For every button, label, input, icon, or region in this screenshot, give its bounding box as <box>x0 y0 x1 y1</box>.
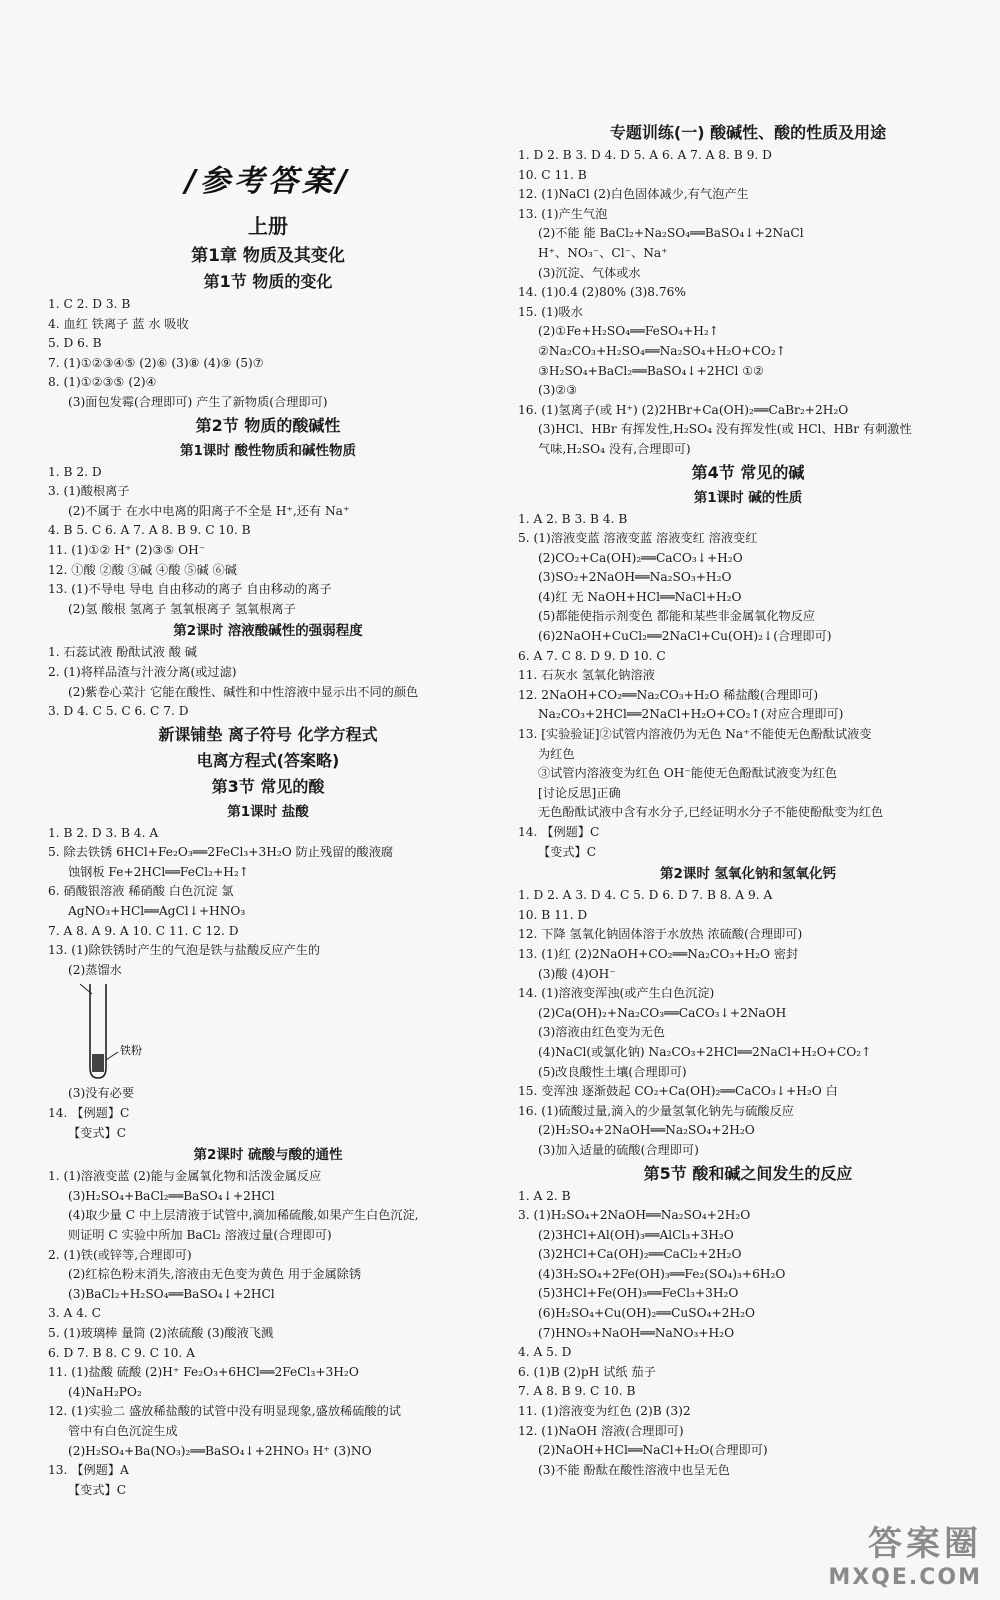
answer-line: 1. A 2. B <box>518 1188 571 1203</box>
answer-line: H⁺、NO₃⁻、Cl⁻、Na⁺ <box>538 245 668 260</box>
section-heading: 第1章 物质及其变化 <box>191 246 345 266</box>
answer-line: (6)H₂SO₄+Cu(OH)₂══CuSO₄+2H₂O <box>538 1306 755 1321</box>
answer-line: (5)3HCl+Fe(OH)₃══FeCl₃+3H₂O <box>538 1286 739 1301</box>
answer-line: 7. A 8. A 9. A 10. C 11. C 12. D <box>48 923 239 938</box>
answer-line: (2)不属于 在水中电离的阳离子不全是 H⁺,还有 Na⁺ <box>68 503 350 518</box>
section-heading: 第2课时 溶液酸碱性的强弱程度 <box>173 623 363 640</box>
section-heading: 专题训练(一) 酸碱性、酸的性质及用途 <box>609 123 887 142</box>
answer-line: (2)紫卷心菜汁 它能在酸性、碱性和中性溶液中显示出不同的颜色 <box>68 684 419 699</box>
answer-line: Na₂CO₃+2HCl══2NaCl+H₂O+CO₂↑(对应合理即可) <box>538 707 844 722</box>
answer-line: 1. B 2. D <box>48 464 102 479</box>
answer-line: 2. (1)铁(或锌等,合理即可) <box>48 1247 192 1262</box>
answer-line: 16. (1)硫酸过量,滴入的少量氢氧化钠先与硫酸反应 <box>518 1103 794 1118</box>
answer-line: 1. D 2. B 3. D 4. D 5. A 6. A 7. A 8. B 9. D <box>518 148 772 162</box>
answer-line: 14. (1)0.4 (2)80% (3)8.76% <box>518 285 686 300</box>
answer-line: 为红色 <box>538 746 575 761</box>
answer-line: 6. A 7. C 8. D 9. D 10. C <box>518 648 666 663</box>
answer-line: 13. (1)产生气泡 <box>518 206 608 221</box>
answer-line: 7. (1)①②③④⑤ (2)⑥ (3)⑧ (4)⑨ (5)⑦ <box>48 355 264 370</box>
answer-line: 14. 【例题】C <box>48 1106 130 1121</box>
answer-line: 11. (1)①② H⁺ (2)③⑤ OH⁻ <box>48 542 206 557</box>
answer-line: 6. 硝酸银溶液 稀硝酸 白色沉淀 氯 <box>48 884 234 899</box>
answer-line: (2)不能 能 BaCl₂+Na₂SO₄══BaSO₄↓+2NaCl <box>538 226 804 241</box>
answer-line: (4)NaH₂PO₂ <box>68 1384 142 1399</box>
answer-line: 10. B 11. D <box>518 907 588 922</box>
answer-line: ②Na₂CO₃+H₂SO₄══Na₂SO₄+H₂O+CO₂↑ <box>538 343 786 358</box>
answer-line: 1. 石蕊试液 酚酞试液 酸 碱 <box>48 645 197 660</box>
answer-line: 15. (1)吸水 <box>518 304 583 319</box>
answer-line: 10. C 11. B <box>518 167 587 182</box>
answer-line: 3. A 4. C <box>48 1306 102 1321</box>
answer-line: (2)3HCl+Al(OH)₃══AlCl₃+3H₂O <box>538 1227 734 1242</box>
answer-line: 管中有白色沉淀生成 <box>68 1423 178 1438</box>
answer-line: (3)②③ <box>538 383 578 398</box>
figure-label: 铁粉 <box>120 1044 142 1058</box>
watermark-logo: 答案圈 <box>868 1524 982 1564</box>
answer-line: 2. (1)将样品渣与汁液分离(或过滤) <box>48 664 237 679</box>
answer-line: 3. (1)H₂SO₄+2NaOH══Na₂SO₄+2H₂O <box>518 1208 751 1223</box>
answer-line: 4. B 5. C 6. A 7. A 8. B 9. C 10. B <box>48 523 251 538</box>
answer-line: 5. (1)玻璃棒 量筒 (2)浓硫酸 (3)酸液飞溅 <box>48 1325 274 1340</box>
answer-line: 16. (1)氢离子(或 H⁺) (2)2HBr+Ca(OH)₂══CaBr₂+2H₂O <box>518 402 849 417</box>
answer-line: 12. (1)NaCl (2)白色固体减少,有气泡产生 <box>518 187 749 202</box>
answer-line: 蚀钢板 Fe+2HCl══FeCl₂+H₂↑ <box>68 864 249 879</box>
answer-line: 8. (1)①②③⑤ (2)④ <box>48 375 157 390</box>
answer-line: (2)CO₂+Ca(OH)₂══CaCO₃↓+H₂O <box>538 550 743 565</box>
left-column <box>48 120 488 1500</box>
answer-line: 5. D 6. B <box>48 336 102 351</box>
answer-line: 1. D 2. A 3. D 4. C 5. D 6. D 7. B 8. A 9. A <box>518 888 773 903</box>
section-heading: 第4节 常见的碱 <box>691 462 805 482</box>
answer-line: 1. B 2. D 3. B 4. A <box>48 825 159 840</box>
test-tube-figure <box>48 980 488 1084</box>
answer-line: (2)①Fe+H₂SO₄══FeSO₄+H₂↑ <box>538 324 719 339</box>
watermark <box>828 1516 982 1590</box>
section-heading: 第1课时 酸性物质和碱性物质 <box>179 442 357 459</box>
page-title: /参考答案/ <box>185 164 351 199</box>
section-heading: 第3节 常见的酸 <box>211 776 325 796</box>
answer-line: (4)NaCl(或氯化钠) Na₂CO₃+2HCl══2NaCl+H₂O+CO₂↑ <box>538 1044 872 1059</box>
answer-line: (3)酸 (4)OH⁻ <box>538 966 616 981</box>
section-heading: 第5节 酸和碱之间发生的反应 <box>643 1163 853 1183</box>
answer-line: (4)红 无 NaOH+HCl══NaCl+H₂O <box>538 589 742 604</box>
answer-line: 6. D 7. B 8. C 9. C 10. A <box>48 1345 195 1360</box>
section-heading: 新课铺垫 离子符号 化学方程式 <box>158 724 378 744</box>
right-column <box>518 120 978 1480</box>
answer-line: 【变式】C <box>68 1482 127 1497</box>
answer-line: 13. (1)除铁锈时产生的气泡是铁与盐酸反应产生的 <box>48 943 321 958</box>
answer-line: (6)2NaOH+CuCl₂══2NaCl+Cu(OH)₂↓(合理即可) <box>538 629 832 644</box>
answer-line: 1. A 2. B 3. B 4. B <box>518 511 628 526</box>
answer-line: 13. (1)不导电 导电 自由移动的离子 自由移动的离子 <box>48 582 332 597</box>
section-heading: 第1课时 碱的性质 <box>693 489 803 506</box>
answer-line: (7)HNO₃+NaOH══NaNO₃+H₂O <box>538 1325 735 1340</box>
answer-line: 12. (1)实验二 盛放稀盐酸的试管中没有明显现象,盛放稀硫酸的试 <box>48 1404 401 1419</box>
answer-line: (3)溶液由红色变为无色 <box>538 1025 665 1040</box>
answer-line: (3)HCl、HBr 有挥发性,H₂SO₄ 没有挥发性(或 HCl、HBr 有刺激性 <box>538 422 912 437</box>
answer-line: 1. (1)溶液变蓝 (2)能与金属氧化物和活泼金属反应 <box>48 1169 322 1184</box>
answer-line: (3)加入适量的硫酸(合理即可) <box>538 1142 699 1157</box>
answer-line: (3)面包发霉(合理即可) 产生了新物质(合理即可) <box>68 394 328 409</box>
section-heading: 第1节 物质的变化 <box>203 272 333 291</box>
section-heading: 第2节 物质的酸碱性 <box>195 415 341 435</box>
answer-line: 5. 除去铁锈 6HCl+Fe₂O₃══2FeCl₃+3H₂O 防止残留的酸液腐 <box>48 845 394 860</box>
answer-line: [讨论反思]正确 <box>538 785 621 800</box>
answer-line: 【变式】C <box>68 1125 127 1140</box>
answer-line: 11. (1)溶液变为红色 (2)B (3)2 <box>518 1404 691 1419</box>
answer-line: (3)没有必要 <box>68 1086 135 1101</box>
answer-line: 12. ①酸 ②酸 ③碱 ④酸 ⑤碱 ⑥碱 <box>48 562 237 577</box>
answer-line: 无色酚酞试液中含有水分子,已经证明水分子不能使酚酞变为红色 <box>538 805 884 820</box>
answer-line: 13. (1)红 (2)2NaOH+CO₂══Na₂CO₃+H₂O 密封 <box>518 946 799 961</box>
answer-line: 12. (1)NaOH 溶液(合理即可) <box>518 1423 684 1438</box>
volume-heading: 上册 <box>248 214 288 238</box>
answer-line: 6. (1)B (2)pH 试纸 茄子 <box>518 1364 656 1379</box>
answer-line: 3. (1)酸根离子 <box>48 484 130 499</box>
answer-line: (3)沉淀、气体或水 <box>538 265 641 280</box>
answer-line: (3)BaCl₂+H₂SO₄══BaSO₄↓+2HCl <box>68 1286 275 1301</box>
section-heading: 第2课时 氢氧化钠和氢氧化钙 <box>659 866 837 883</box>
answer-line: 4. 血红 铁离子 蓝 水 吸收 <box>48 316 189 331</box>
answer-line: 12. 下降 氢氧化钠固体溶于水放热 浓硫酸(合理即可) <box>518 927 803 942</box>
section-heading: 电离方程式(答案略) <box>196 750 340 770</box>
answer-line: 7. A 8. B 9. C 10. B <box>518 1384 636 1399</box>
answer-line: AgNO₃+HCl══AgCl↓+HNO₃ <box>68 904 246 919</box>
answer-line: 14. (1)溶液变浑浊(或产生白色沉淀) <box>518 986 715 1001</box>
answer-line: 14. 【例题】C <box>518 825 600 839</box>
answer-line: 1. C 2. D 3. B <box>48 297 131 311</box>
answer-line: (5)改良酸性土壤(合理即可) <box>538 1064 687 1079</box>
answer-line: 【变式】C <box>538 844 597 859</box>
answer-line: 13. [实验验证]②试管内溶液仍为无色 Na⁺不能使无色酚酞试液变 <box>518 727 872 742</box>
answer-line: (3)H₂SO₄+BaCl₂══BaSO₄↓+2HCl <box>68 1188 275 1203</box>
answer-line: (3)不能 酚酞在酸性溶液中也呈无色 <box>538 1462 730 1477</box>
answer-line: (3)SO₂+2NaOH══Na₂SO₃+H₂O <box>538 570 732 585</box>
answer-line: (2)氢 酸根 氢离子 氢氧根离子 氢氧根离子 <box>68 601 296 616</box>
answer-line: (4)3H₂SO₄+2Fe(OH)₃══Fe₂(SO₄)₃+6H₂O <box>538 1266 786 1281</box>
answer-line: ③H₂SO₄+BaCl₂══BaSO₄↓+2HCl ①② <box>538 363 765 378</box>
answer-line: (2)Ca(OH)₂+Na₂CO₃══CaCO₃↓+2NaOH <box>538 1005 787 1020</box>
answer-line: 11. 石灰水 氢氧化钠溶液 <box>518 668 655 683</box>
answer-line: (4)取少量 C 中上层清液于试管中,滴加稀硫酸,如果产生白色沉淀, <box>68 1208 419 1223</box>
answer-line: ③试管内溶液变为红色 OH⁻能使无色酚酞试液变为红色 <box>538 766 838 781</box>
answer-line: (2)红棕色粉末消失,溶液由无色变为黄色 用于金属除锈 <box>68 1267 362 1282</box>
answer-line: 4. A 5. D <box>518 1345 572 1360</box>
section-heading: 第1课时 盐酸 <box>227 803 309 820</box>
answer-line: 气味,H₂SO₄ 没有,合理即可) <box>538 441 691 456</box>
answer-line: (5)都能使指示剂变色 都能和某些非金属氧化物反应 <box>538 609 816 624</box>
answer-line: (2)H₂SO₄+Ba(NO₃)₂══BaSO₄↓+2HNO₃ H⁺ (3)NO <box>68 1443 372 1458</box>
answer-line: 则证明 C 实验中所加 BaCl₂ 溶液过量(合理即可) <box>68 1228 332 1242</box>
answer-line: 15. 变浑浊 逐渐鼓起 CO₂+Ca(OH)₂══CaCO₃↓+H₂O 白 <box>518 1084 838 1099</box>
answer-line: 3. D 4. C 5. C 6. C 7. D <box>48 704 189 719</box>
answer-line: (2)蒸馏水 <box>68 962 122 977</box>
answer-line: (2)NaOH+HCl══NaCl+H₂O(合理即可) <box>538 1443 768 1458</box>
answer-line: 13. 【例题】A <box>48 1463 129 1478</box>
section-heading: 第2课时 硫酸与酸的通性 <box>193 1147 343 1164</box>
watermark-url: MXQE.COM <box>828 1565 982 1590</box>
answer-line: 5. (1)溶液变蓝 溶液变蓝 溶液变红 溶液变红 <box>518 531 758 546</box>
answer-line: (3)2HCl+Ca(OH)₂══CaCl₂+2H₂O <box>538 1247 742 1262</box>
answer-line: 12. 2NaOH+CO₂══Na₂CO₃+H₂O 稀盐酸(合理即可) <box>518 687 819 702</box>
answer-line: (2)H₂SO₄+2NaOH══Na₂SO₄+2H₂O <box>538 1123 755 1138</box>
answer-line: 11. (1)盐酸 硫酸 (2)H⁺ Fe₂O₃+6HCl══2FeCl₃+3H₂O <box>48 1365 359 1380</box>
